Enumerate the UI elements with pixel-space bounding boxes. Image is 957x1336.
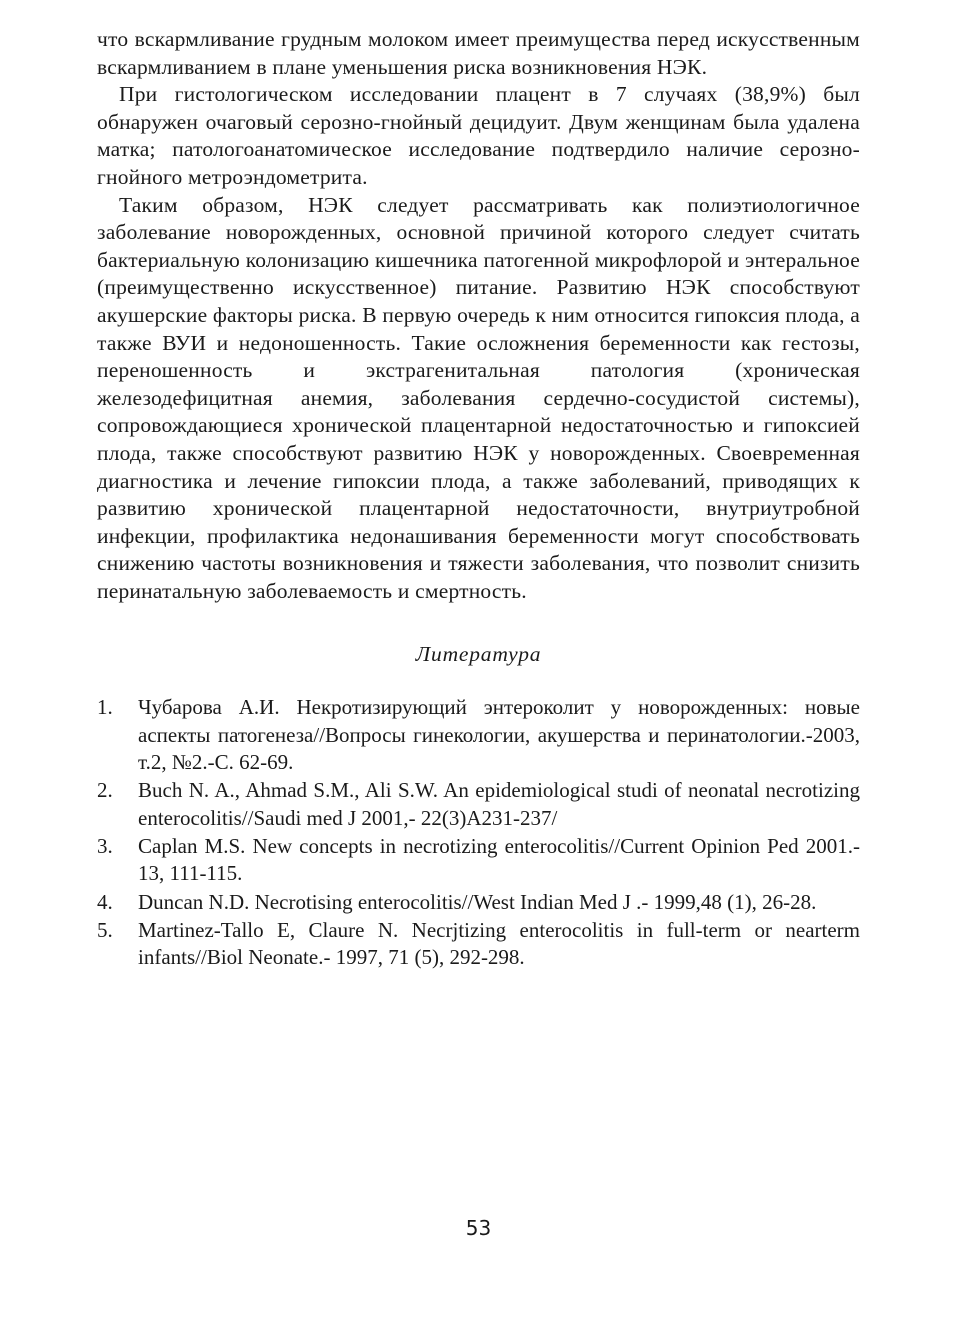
reference-item <box>97 889 860 916</box>
reference-number: 4. <box>97 889 113 914</box>
reference-text: Buch N. A., Ahmad S.M., Ali S.W. An epidemiological studi of neonatal necrotizing enterocolitis//Saudi med J 2001,- 22(3)A231-237/ <box>138 778 860 830</box>
body-paragraph-3: Таким образом, НЭК следует рассматривать как полиэтиологичное заболевание новорожденных, основной причиной которого следует считать бактериальную колонизацию кишечника патогенной микрофлорой и энтеральное (преимущественно искусственное) питание. Развитию НЭК способствуют акушерские факторы риска. В первую очередь к ним относится гипоксия плода, а также ВУИ и недоношенность. Такие осложнения беременности как гестозы, переношенность и экстрагенитальная патология (хроническая железодефицитная анемия, заболевания сердечно-сосудистой системы), сопровождающиеся хронической плацентарной недостаточностью и гипоксией плода, также способствуют развитию НЭК у новорожденных. Своевременная диагностика и лечение гипоксии плода, а также заболеваний, приводящих к развитию хронической плацентарной недостаточности, внутриутробной инфекции, профилактика недонашивания беременности могут способствовать снижению частоты возникновения и тяжести заболевания, что позволит снизить перинатальную заболеваемость и смертность. <box>97 192 860 603</box>
reference-text: Чубарова А.И. Некротизирующий энтероколит у новорожденных: новые аспекты патогенеза//Вопросы гинекологии, акушерства и перинатологии.-2003, т.2, №2.-С. 62-69. <box>138 695 860 775</box>
reference-item <box>97 917 860 972</box>
references-list <box>97 694 860 971</box>
body-paragraph-1: что вскармливание грудным молоком имеет преимущества перед искусственным вскармливанием в плане уменьшения риска возникновения НЭК. <box>97 27 860 79</box>
reference-text: Caplan M.S. New concepts in necrotizing enterocolitis//Current Opinion Ped 2001.- 13, 111-115. <box>138 833 860 886</box>
reference-text: Duncan N.D. Necrotising enterocolitis//West Indian Med J .- 1999,48 (1), 26-28. <box>138 889 817 914</box>
body-paragraph-2: При гистологическом исследовании плацент в 7 случаях (38,9%) был обнаружен очаговый серозно-гнойный децидуит. Двум женщинам была удалена матка; патологоанатомическое исследование подтвердило наличие серозно-гнойного метроэндометрита. <box>97 82 860 189</box>
reference-number: 1. <box>97 695 113 720</box>
page-content <box>97 26 860 972</box>
references-heading: Литература <box>415 642 542 667</box>
reference-text: Martinez-Tallo E, Claure N. Necrjtizing enterocolitis in full-term or nearterm infants//Biol Neonate.- 1997, 71 (5), 292-298. <box>138 917 860 970</box>
reference-item <box>97 833 860 888</box>
reference-item <box>97 694 860 776</box>
reference-number: 5. <box>97 917 113 942</box>
reference-number: 2. <box>97 778 113 803</box>
page-number: 53 <box>465 1216 492 1240</box>
reference-item <box>97 777 860 832</box>
reference-number: 3. <box>97 833 113 858</box>
